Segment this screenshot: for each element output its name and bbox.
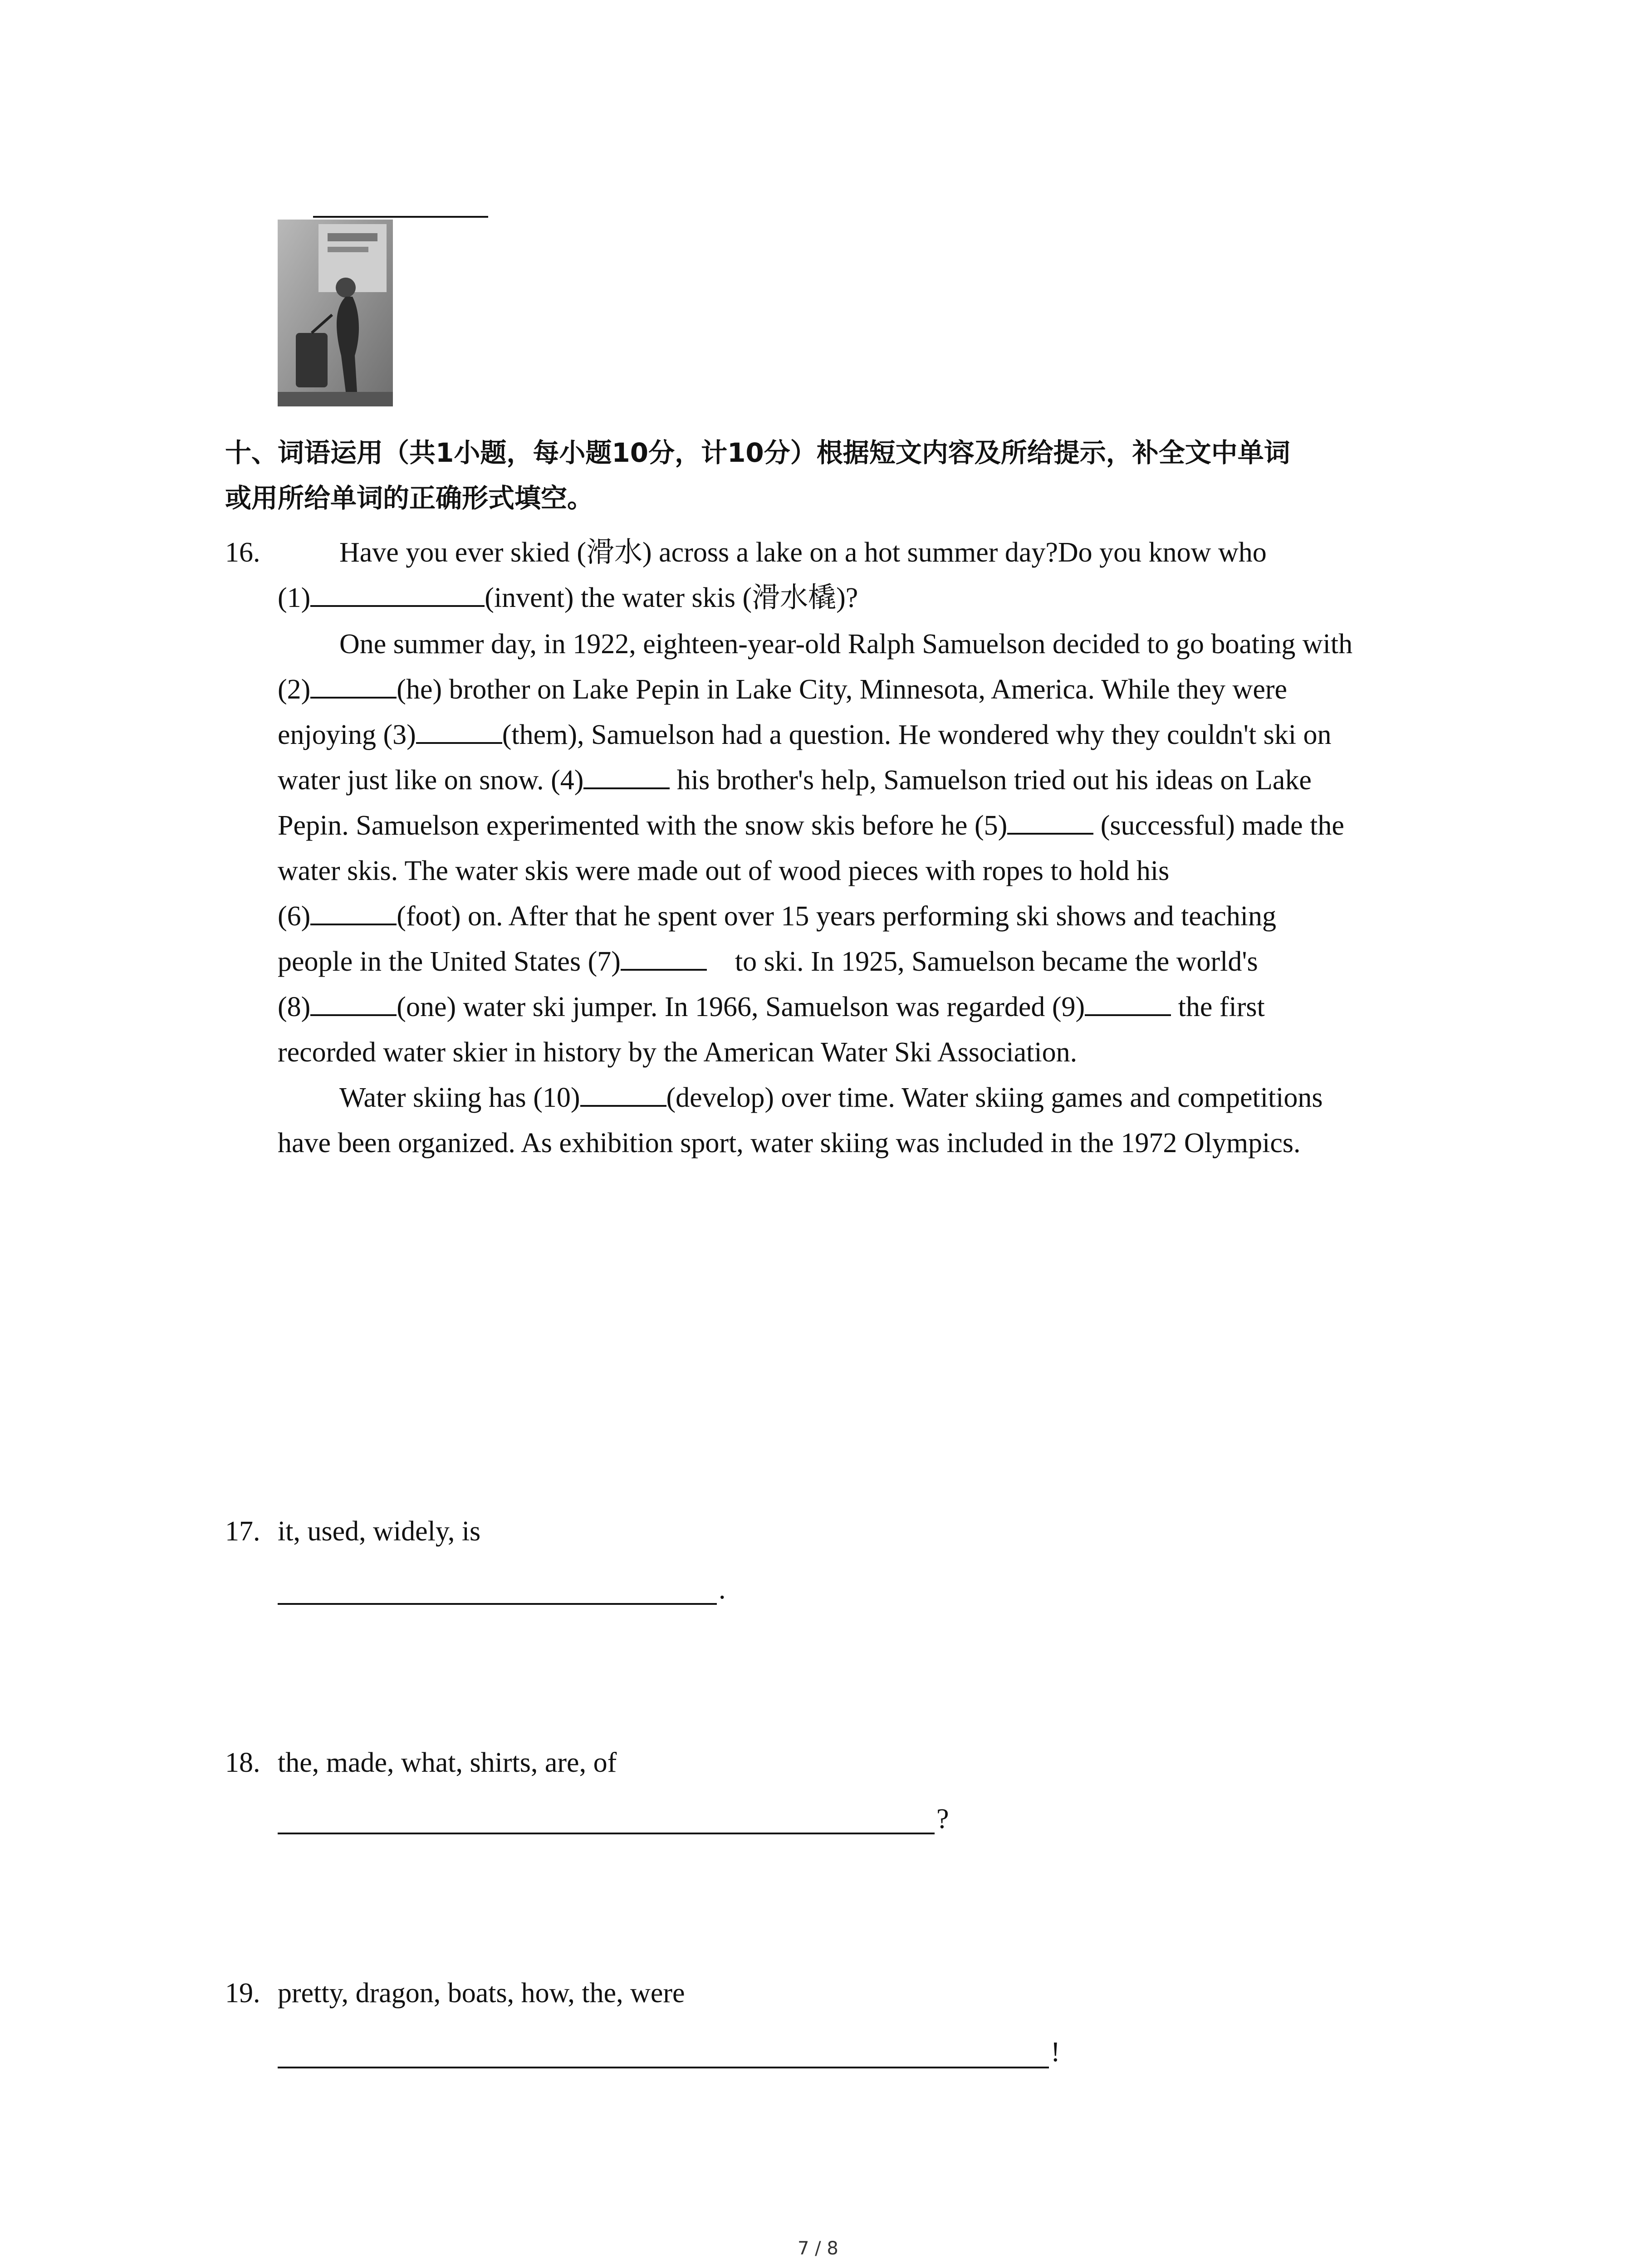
blank-label-9: (9) bbox=[1052, 992, 1085, 1022]
blank-label-8: (8) bbox=[278, 992, 311, 1022]
blank-label-3: (3) bbox=[383, 719, 416, 750]
q16-line10: people in the United States (7) to ski. In 1925, Samuelson became the world's bbox=[278, 943, 1258, 980]
q16-line9: (6) (foot) on. After that he spent over 15 years performing ski shows and teaching bbox=[278, 898, 1276, 934]
q17-end-punct: . bbox=[719, 1574, 726, 1605]
q16-line13: Water skiing has (10) (develop) over time. Water skiing games and competitions bbox=[339, 1080, 1323, 1116]
q16-number: 16. bbox=[225, 537, 260, 568]
figure-photo bbox=[278, 220, 393, 406]
blank-label-2: (2) bbox=[278, 674, 311, 705]
blank-label-4: (4) bbox=[551, 765, 584, 796]
q16-line2: (1) (invent) the water skis (滑水橇)? bbox=[278, 580, 858, 616]
blank-label-1: (1) bbox=[278, 582, 311, 613]
q16-line11: (8) (one) water ski jumper. In 1966, Samuelson was regarded (9) the first bbox=[278, 989, 1265, 1025]
blank-label-5: (5) bbox=[974, 810, 1008, 841]
q18-number: 18. bbox=[225, 1747, 260, 1778]
blank-label-6: (6) bbox=[278, 901, 311, 932]
q17-answer-line[interactable] bbox=[278, 1603, 717, 1605]
section-heading-line2: 或用所给单词的正确形式填空。 bbox=[225, 483, 594, 513]
blank-8[interactable] bbox=[310, 989, 397, 1016]
q17-number: 17. bbox=[225, 1516, 260, 1547]
traveler-photo-icon bbox=[278, 220, 393, 406]
section-heading-line1: 十、词语运用（共1小题，每小题10分，计10分）根据短文内容及所给提示，补全文中单词 bbox=[225, 437, 1290, 468]
q18-answer-line[interactable] bbox=[278, 1833, 935, 1834]
blank-4[interactable] bbox=[583, 762, 670, 789]
blank-7[interactable] bbox=[621, 943, 707, 971]
q16-line1: Have you ever skied (滑水) across a lake on a hot summer day?Do you know who bbox=[339, 537, 1267, 568]
q16-line12: recorded water skier in history by the American Water Ski Association. bbox=[278, 1037, 1078, 1068]
blank-3[interactable] bbox=[416, 717, 502, 744]
blank-9[interactable] bbox=[1085, 989, 1171, 1016]
q19-words: pretty, dragon, boats, how, the, were bbox=[278, 1978, 685, 2009]
q16-line4: (2) (he) brother on Lake Pepin in Lake City, Minnesota, America. While they were bbox=[278, 671, 1287, 708]
blank-6[interactable] bbox=[310, 898, 397, 925]
blank-5[interactable] bbox=[1007, 807, 1093, 835]
q19-answer-line[interactable] bbox=[278, 2067, 1049, 2068]
blank-label-7: (7) bbox=[588, 946, 621, 977]
blank-2[interactable] bbox=[310, 671, 397, 699]
q16-line6: water just like on snow. (4) his brother's help, Samuelson tried out his ideas on Lake bbox=[278, 762, 1312, 798]
q17-words: it, used, widely, is bbox=[278, 1516, 481, 1547]
blank-1[interactable] bbox=[310, 580, 485, 607]
q19-number: 19. bbox=[225, 1978, 260, 2009]
q16-line14: have been organized. As exhibition sport, water skiing was included in the 1972 Olympics. bbox=[278, 1128, 1301, 1158]
q16-line5: enjoying (3) (them), Samuelson had a question. He wondered why they couldn't ski on bbox=[278, 717, 1332, 753]
blank-label-10: (10) bbox=[533, 1082, 580, 1113]
q16-line3: One summer day, in 1922, eighteen-year-old Ralph Samuelson decided to go boating with bbox=[339, 629, 1353, 660]
page-number: 7 / 8 bbox=[798, 2238, 838, 2259]
q18-end-punct: ? bbox=[936, 1804, 949, 1834]
previous-answer-line bbox=[313, 216, 488, 218]
q16-line7: Pepin. Samuelson experimented with the snow skis before he (5) (successful) made the bbox=[278, 807, 1344, 844]
q16-line8: water skis. The water skis were made out of wood pieces with ropes to hold his bbox=[278, 855, 1170, 886]
blank-10[interactable] bbox=[580, 1080, 666, 1107]
q19-end-punct: ! bbox=[1051, 2037, 1060, 2068]
q18-words: the, made, what, shirts, are, of bbox=[278, 1747, 617, 1778]
